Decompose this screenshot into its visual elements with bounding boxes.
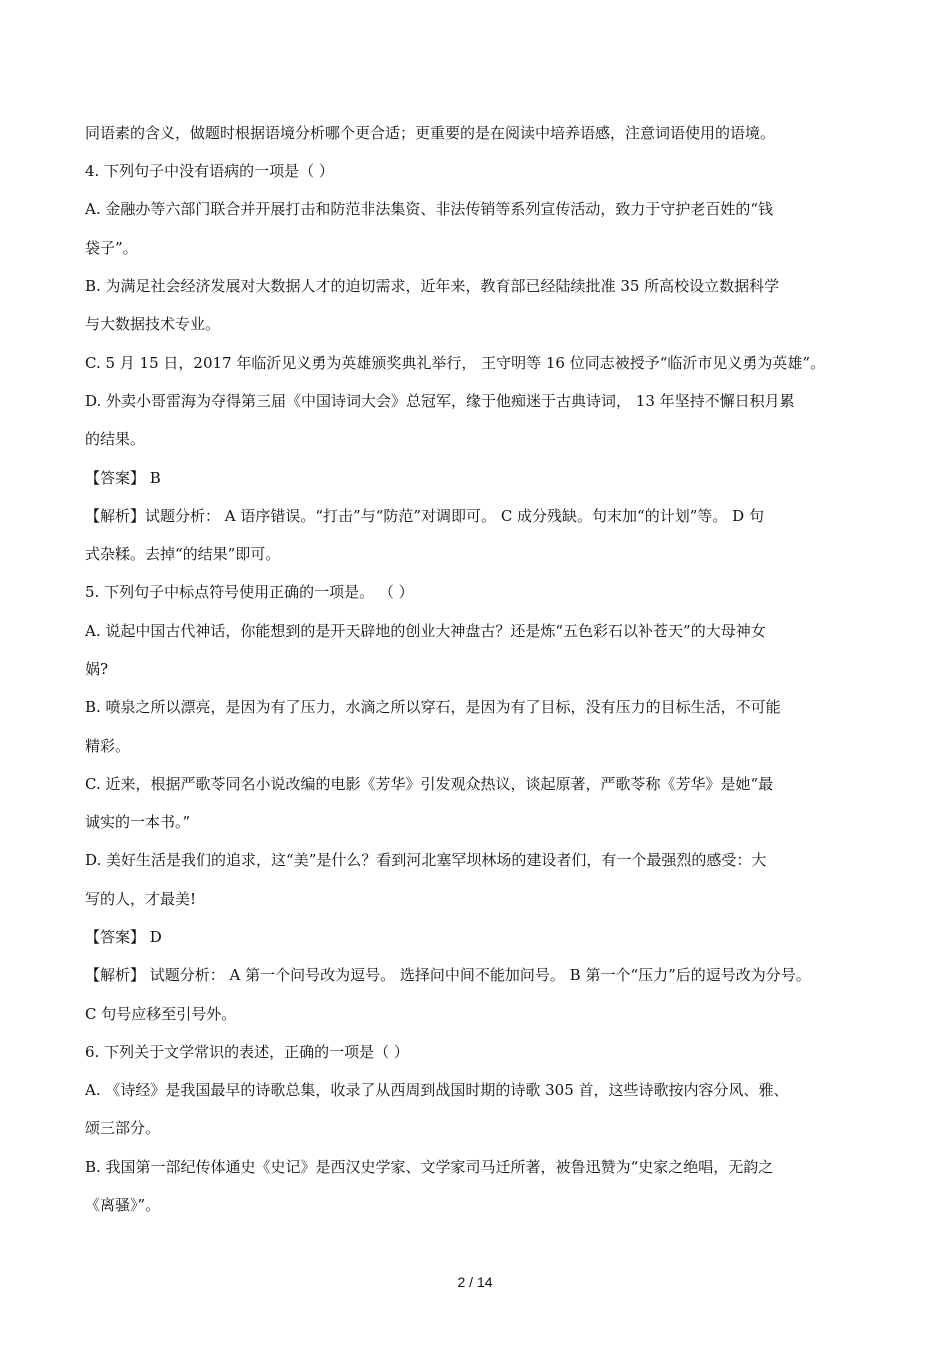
- text-line: 精彩。: [85, 737, 131, 755]
- question-5-option-a: A. 说起中国古代神话，你能想到的是开天辟地的创业大神盘古？还是炼“五色彩石以补苍天”的大母神女: [85, 622, 766, 640]
- question-4-option-b: B. 为满足社会经济发展对大数据人才的迫切需求，近年来，教育部已经陆续批准 35 所高校设立数据科学: [85, 277, 780, 295]
- question-6-stem: 6. 下列关于文学常识的表述，正确的一项是（ ）: [85, 1043, 409, 1061]
- answer-label: 【答案】 B: [85, 469, 161, 487]
- text-line: 式杂糅。去掉“的结果”即可。: [85, 545, 281, 563]
- page-number: 2 / 14: [457, 1274, 493, 1290]
- text-line: 诚实的一本书。”: [85, 813, 191, 831]
- text-line: 同语素的含义，做题时根据语境分析哪个更合适；更重要的是在阅读中培养语感，注意词语使用的语境。: [85, 124, 776, 142]
- text-line: 袋子”。: [85, 239, 138, 257]
- question-4-option-a: A. 金融办等六部门联合并开展打击和防范非法集资、非法传销等系列宣传活动，致力于守护老百姓的“钱: [85, 200, 774, 218]
- question-4-option-d: D. 外卖小哥雷海为夺得第三届《中国诗词大会》总冠军，缘于他痴迷于古典诗词， 13 年坚持不懈日积月累: [85, 392, 795, 410]
- analysis-text: 【解析】 试题分析： A 第一个问号改为逗号。 选择问中间不能加问号。 B 第一个“压力”后的逗号改为分号。: [85, 966, 811, 984]
- text-line: C 句号应移至引号外。: [85, 1005, 237, 1023]
- question-5-option-d: D. 美好生活是我们的追求，这“美”是什么？看到河北塞罕坝林场的建设者们，有一个最强烈的感受：大: [85, 851, 767, 869]
- answer-label: 【答案】 D: [85, 928, 162, 946]
- text-line: 娲?: [85, 660, 109, 678]
- text-line: 的结果。: [85, 430, 146, 448]
- text-line: 写的人，才最美!: [85, 890, 197, 908]
- question-6-option-b: B. 我国第一部纪传体通史《史记》是西汉史学家、文学家司马迁所著，被鲁迅赞为“史家之绝唱，无韵之: [85, 1158, 774, 1176]
- question-4-option-c: C. 5 月 15 日，2017 年临沂见义勇为英雄颁奖典礼举行， 王守明等 16 位同志被授予“临沂市见义勇为英雄”。: [85, 354, 826, 372]
- text-line: 《离骚》”。: [85, 1196, 161, 1214]
- question-5-stem: 5. 下列句子中标点符号使用正确的一项是。 （ ）: [85, 583, 414, 601]
- question-6-option-a: A. 《诗经》是我国最早的诗歌总集，收录了从西周到战国时期的诗歌 305 首，这些诗歌按内容分风、雅、: [85, 1081, 789, 1099]
- text-line: 与大数据技术专业。: [85, 315, 221, 333]
- text-line: 颂三部分。: [85, 1119, 161, 1137]
- analysis-text: 【解析】试题分析： A 语序错误。“打击”与“防范”对调即可。 C 成分残缺。句末加“的计划”等。 D 句: [85, 507, 764, 525]
- question-5-option-b: B. 喷泉之所以漂亮，是因为有了压力，水滴之所以穿石，是因为有了目标，没有压力的目标生活，不可能: [85, 698, 781, 716]
- question-4-stem: 4. 下列句子中没有语病的一项是（ ）: [85, 162, 334, 180]
- question-5-option-c: C. 近来，根据严歌苓同名小说改编的电影《芳华》引发观众热议，谈起原著，严歌苓称《芳华》是她“最: [85, 775, 774, 793]
